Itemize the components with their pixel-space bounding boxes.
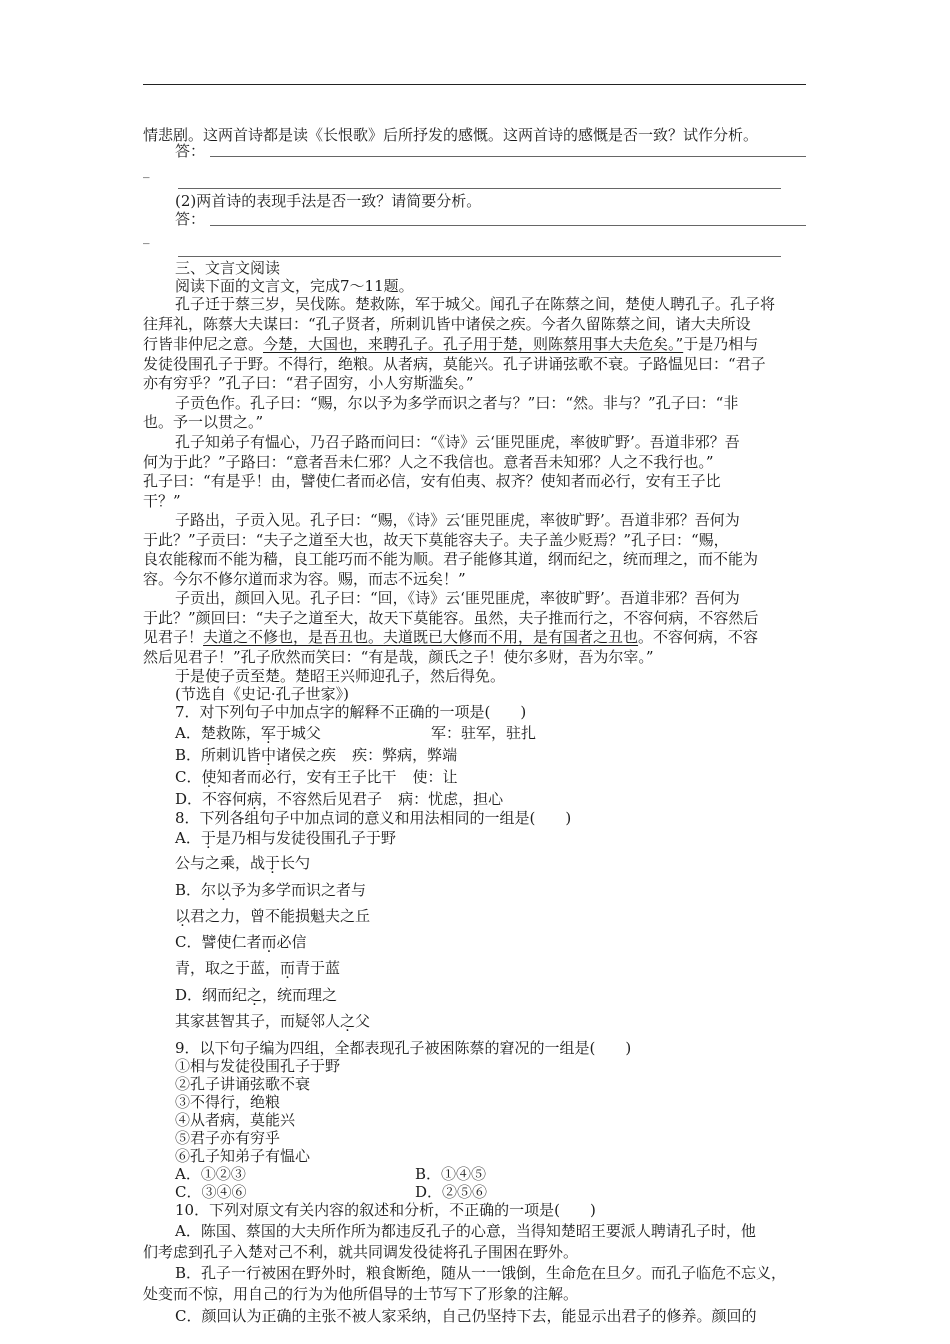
answer-label: 答： [175, 210, 206, 228]
q7-option-b: B．所刺讥皆中诸侯之疾 疾：弊病，弊端 [175, 746, 458, 764]
q8-option-a2: 公与之乘，战于长勺 [175, 854, 311, 872]
q8-option-a1: A．于是乃相与发徒役围孔子于野 [175, 829, 396, 847]
answer-label: 答： [175, 142, 206, 160]
dotted-char: 使 [201, 768, 217, 786]
q9-item: ⑥孔子知弟子有愠心 [175, 1147, 311, 1165]
question-10-stem: 10．下列对原文有关内容的叙述和分析，不正确的一项是( ) [175, 1201, 596, 1219]
q8-option-b2: 以君之力，曾不能损魁夫之丘 [175, 907, 371, 925]
dotted-char: 于 [200, 829, 216, 847]
dotted-char: 于 [265, 854, 281, 872]
q8-option-d1: D．纲而纪之，统而理之 [175, 986, 338, 1004]
q9-item: ②孔子讲诵弦歌不衰 [175, 1075, 311, 1093]
q9-option-b: B．①④⑤ [415, 1165, 487, 1183]
passage-line: 然后见君子！”孔子欣然而笑曰：“有是哉，颜氏之子！使尔多财，吾为尔宰。” [143, 648, 654, 666]
dotted-char: 之 [340, 1012, 356, 1030]
question-2: (2)两首诗的表现手法是否一致？请简要分析。 [175, 192, 482, 210]
passage-line: 容。今尔不修尔道而求为容。赐，而志不远矣！” [143, 570, 466, 588]
underlined-sentence: 夫道之不修也，是吾丑也。 [203, 628, 384, 646]
underlined-sentence: 夫道既已大修而不用，是有国者之丑也 [383, 628, 639, 646]
q8-option-b1: B．尔以予为多学而识之者与 [175, 881, 367, 899]
answer-blank [210, 156, 806, 157]
dotted-char: 以 [216, 881, 232, 899]
dotted-char: 以 [175, 907, 191, 925]
question-9-stem: 9．以下句子编为四组，全都表现孔子被困陈蔡的窘况的一组是( ) [175, 1039, 632, 1057]
passage-line: 良农能稼而不能为穑，良工能巧而不能为顺。君子能修其道，纲而纪之，统而理之，而不能为 [143, 550, 759, 568]
dotted-char: 病 [247, 790, 263, 808]
passage-line: 行皆非仲尼之意。今楚，大国也，来聘孔子。孔子用于楚，则陈蔡用事大夫危矣。”于是乃相与 [143, 335, 759, 353]
q8-option-c1: C．譬使仁者而必信 [175, 933, 307, 951]
q10-option-b-cont: 处变而不惊，用自己的行为为他所倡导的士节写下了形象的注解。 [143, 1285, 579, 1303]
section-instructions: 阅读下面的文言文，完成7～11题。 [175, 277, 414, 295]
answer-dash: _ [143, 230, 150, 245]
q8-option-c2: 青，取之于蓝，而青于蓝 [175, 959, 341, 977]
q10-option-c: C．颜回认为正确的主张不被人家采纳，自己仍坚持下去，能显示出君子的修养。颜回的 [175, 1307, 757, 1325]
passage-line: 孔子迁于蔡三岁，吴伐陈。楚救陈，军于城父。闻孔子在陈蔡之间，楚使人聘孔子。孔子将 [175, 295, 776, 313]
passage-line: 孔子知弟子有愠心，乃召子路而问曰：“《诗》云‘匪兕匪虎，率彼旷野’。吾道非邪？吾 [175, 433, 740, 451]
q9-item: ⑤君子亦有穷乎 [175, 1129, 281, 1147]
q9-item: ④从者病，莫能兴 [175, 1111, 296, 1129]
passage-line: 见君子！夫道之不修也，是吾丑也。夫道既已大修而不用，是有国者之丑也。不容何病，不容 [143, 628, 759, 646]
dotted-char: 中 [261, 746, 277, 764]
q10-option-a: A．陈国、蔡国的大夫所作所为都违反孔子的心意，当得知楚昭王要派人聘请孔子时，他 [175, 1222, 756, 1240]
q7-option-d: D．不容何病，不容然后见君子 病：忧虑，担心 [175, 790, 504, 808]
passage-line: 干？” [143, 492, 181, 510]
q10-option-a-cont: 们考虑到孔子入楚对己不利，就共同调发役徒将孔子围困在野外。 [143, 1243, 579, 1261]
answer-blank [210, 225, 806, 226]
passage-line: 往拜礼，陈蔡大夫谋曰：“孔子贤者，所刺讥皆中诸侯之疾。今者久留陈蔡之间，诸大夫所设 [143, 315, 751, 333]
passage-line: 子贡色作。孔子曰：“赐，尔以予为多学而识之者与？”曰：“然。非与？”孔子曰：“非 [175, 394, 739, 412]
dotted-char: 而 [280, 959, 296, 977]
answer-blank [178, 188, 781, 189]
q7-option-a: A．楚救陈，军于城父 军：驻军，驻扎 [175, 724, 537, 742]
q9-item: ①相与发徒役围孔子于野 [175, 1057, 341, 1075]
passage-line: 何为于此？”子路曰：“意者吾未仁邪？人之不我信也。意者吾未知邪？人之不我行也。” [143, 453, 714, 471]
q9-item: ③不得行，绝粮 [175, 1093, 281, 1111]
passage-line: 子路出，子贡入见。孔子曰：“赐，《诗》云‘匪兕匪虎，率彼旷野’。吾道非邪？吾何为 [175, 511, 740, 529]
answer-dash: _ [143, 164, 150, 179]
passage-line: 也。予一以贯之。” [143, 413, 264, 431]
question-7-stem: 7．对下列句子中加点字的解释不正确的一项是( ) [175, 703, 527, 721]
passage-source: (节选自《史记·孔子世家》) [175, 685, 349, 703]
answer-blank [178, 256, 781, 257]
passage-line: 子贡出，颜回入见。孔子曰：“回，《诗》云‘匪兕匪虎，率彼旷野’。吾道非邪？吾何为 [175, 589, 740, 607]
section-heading: 三、文言文阅读 [175, 259, 281, 277]
passage-line: 于此？”子贡曰：“夫子之道至大也，故天下莫能容夫子。夫子盖少贬焉？”孔子曰：“赐， [143, 531, 729, 549]
q10-option-b: B．孔子一行被困在野外时，粮食断绝，随从一一饿倒，生命危在旦夕。而孔子临危不忘义， [175, 1264, 787, 1282]
underlined-sentence: 今楚，大国也，来聘孔子。孔子用于楚，则陈蔡用事大夫危矣。” [263, 335, 684, 353]
q8-option-d2: 其家甚智其子，而疑邻人之父 [175, 1012, 371, 1030]
passage-line: 亦有穷乎？”孔子曰：“君子固穷，小人穷斯滥矣。” [143, 374, 474, 392]
q9-option-d: D．②⑤⑥ [415, 1183, 488, 1201]
passage-line: 于此？”颜回曰：“夫子之道至大，故天下莫能容。虽然，夫子推而行之，不容何病，不容然后 [143, 609, 759, 627]
q9-option-a: A．①②③ [175, 1165, 246, 1183]
dotted-char: 而 [261, 933, 277, 951]
passage-line: 孔子曰：“有是乎！由，譬使仁者而必信，安有伯夷、叔齐？使知者而必行，安有王子比 [143, 472, 721, 490]
dotted-char: 军 [260, 724, 276, 742]
dotted-char: 之 [247, 986, 263, 1004]
passage-line: 发徒役围孔子于野。不得行，绝粮。从者病，莫能兴。孔子讲诵弦歌不衰。子路愠见曰：“君子 [143, 355, 766, 373]
q9-option-c: C．③④⑥ [175, 1183, 247, 1201]
q7-option-c: C．使知者而必行，安有王子比干 使：让 [175, 768, 458, 786]
passage-line: 于是使子贡至楚。楚昭王兴师迎孔子，然后得免。 [175, 667, 506, 685]
question-8-stem: 8．下列各组句子中加点词的意义和用法相同的一组是( ) [175, 809, 572, 827]
intro-line: 情悲剧。这两首诗都是读《长恨歌》后所抒发的感慨。这两首诗的感慨是否一致？试作分析。 [143, 126, 759, 144]
header-rule [143, 84, 806, 85]
